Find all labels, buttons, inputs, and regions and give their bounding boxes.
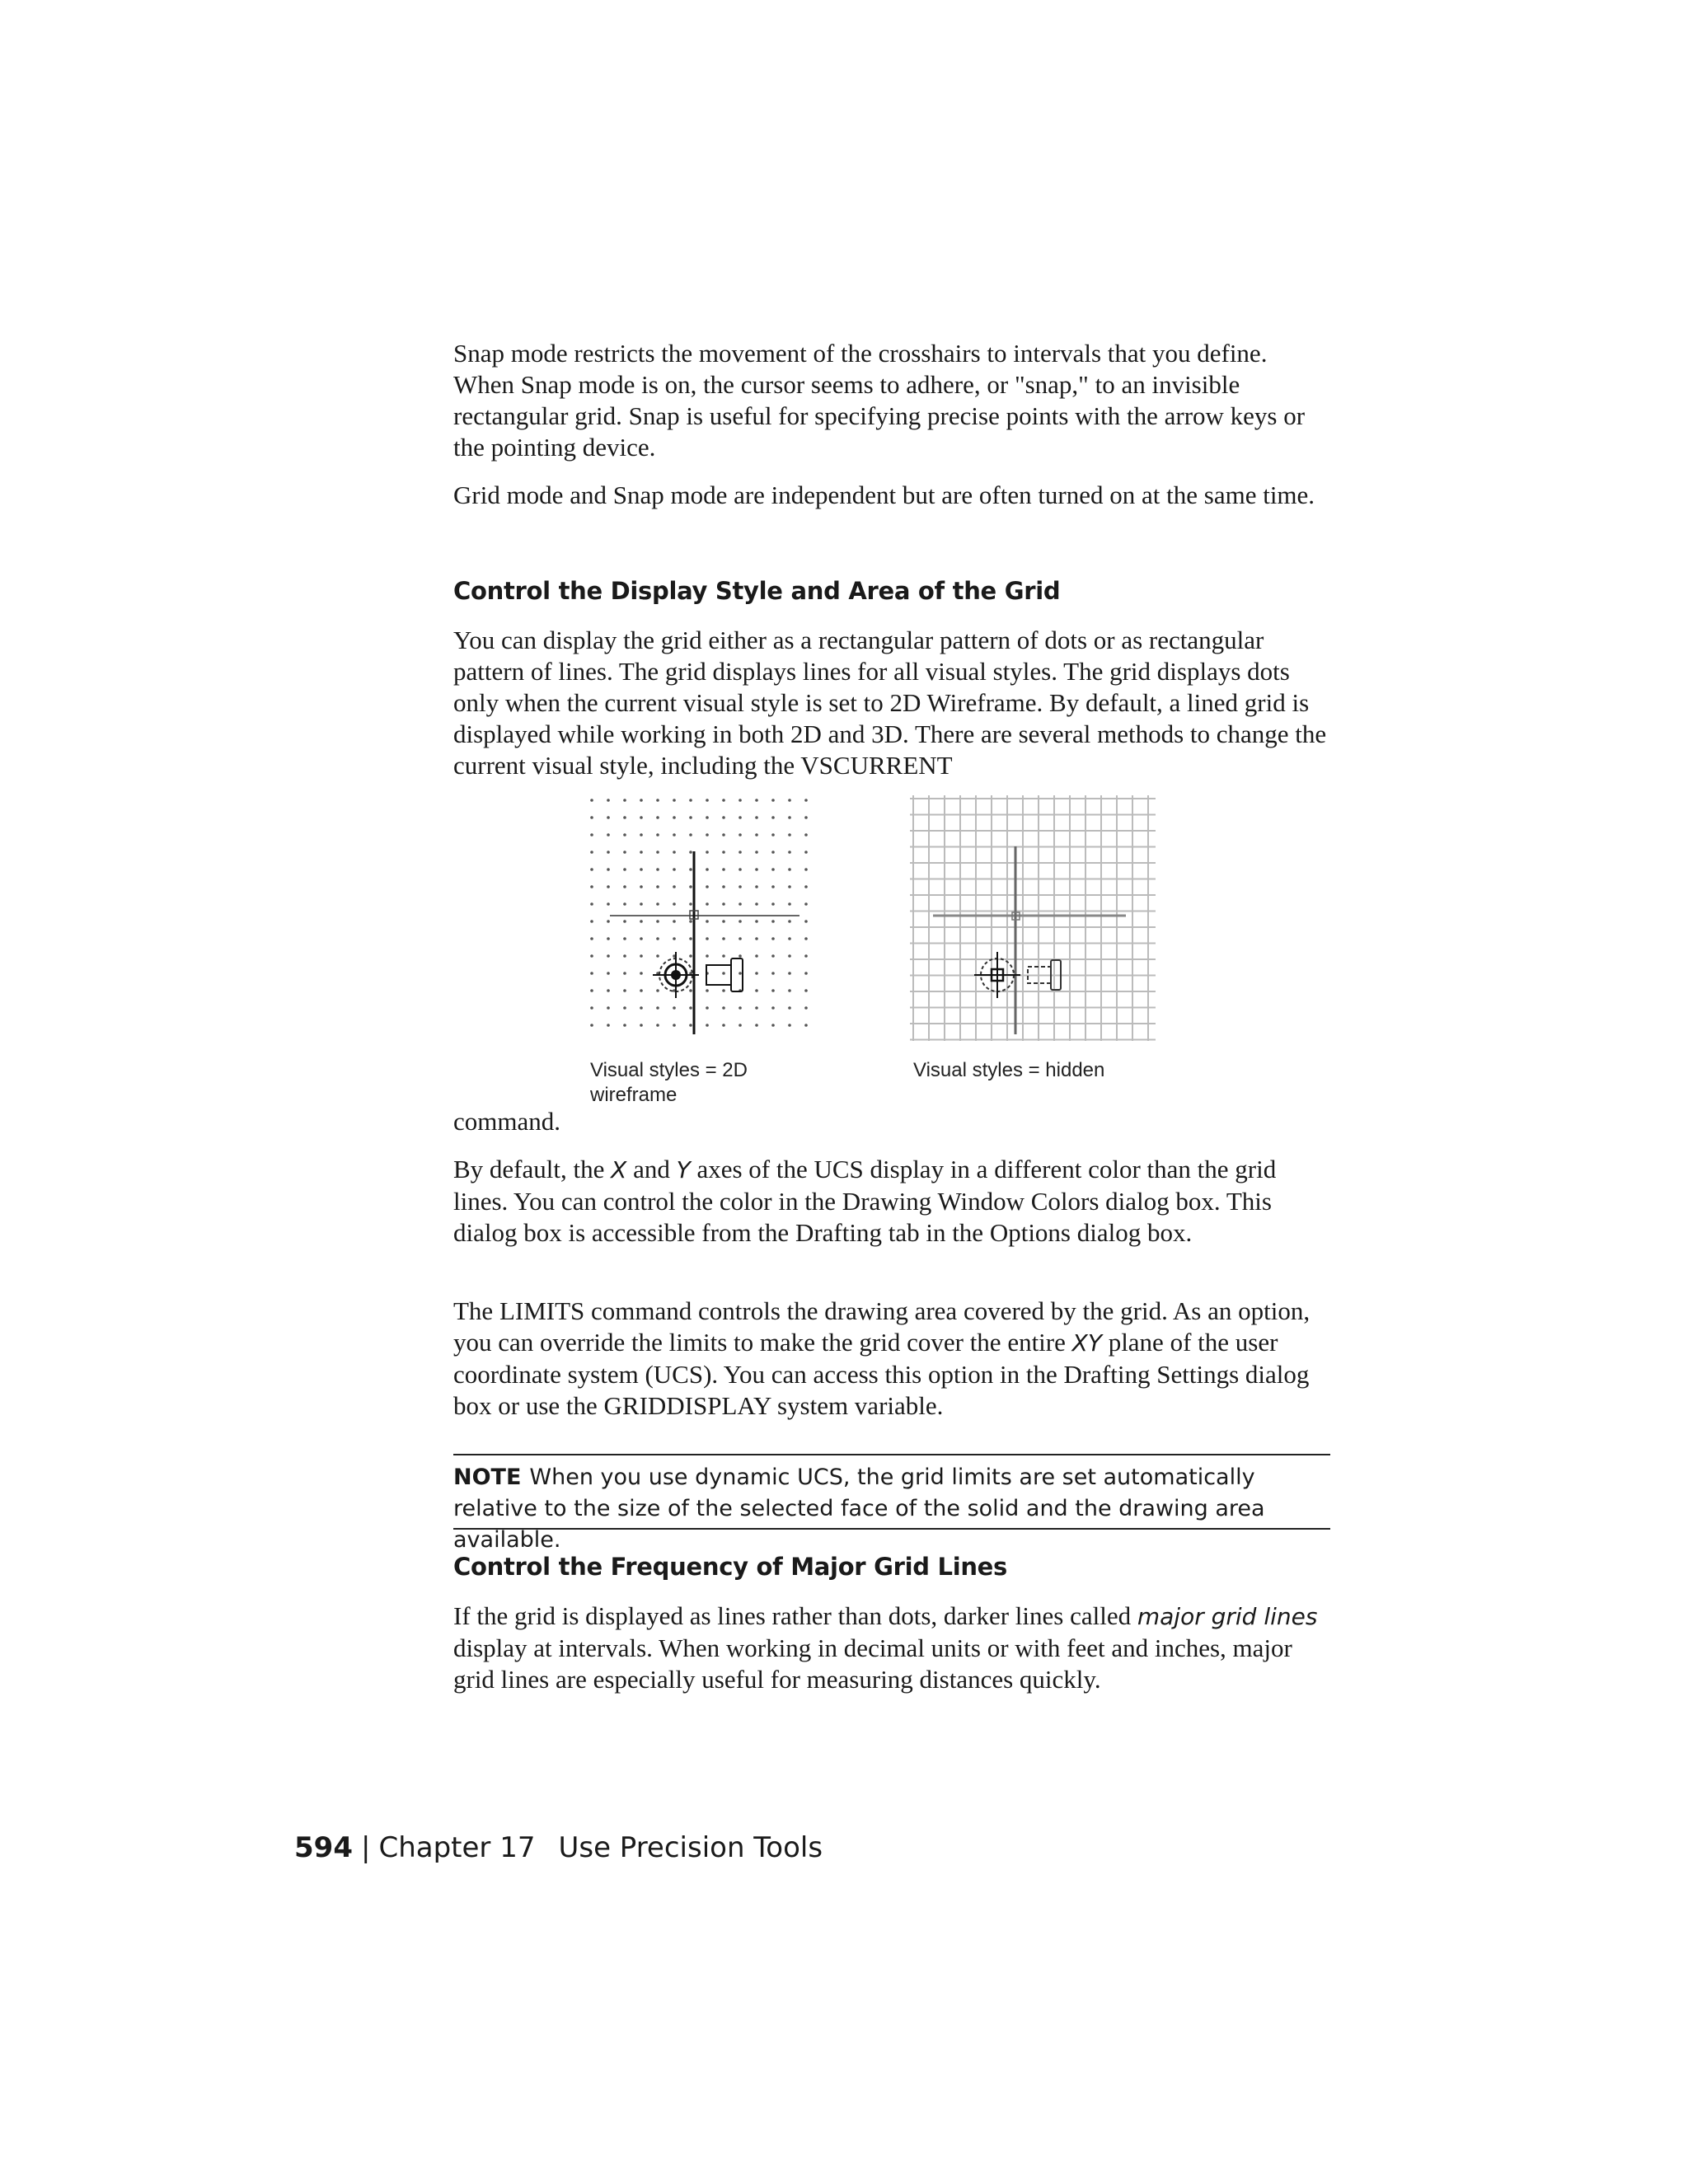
grid-dot [640, 937, 643, 940]
chapter-label: Chapter 17 [378, 1831, 536, 1864]
grid-dot [738, 1024, 742, 1027]
italic-term: major grid lines [1137, 1603, 1318, 1630]
grid-dot [722, 902, 725, 906]
caption-line: wireframe [590, 1084, 678, 1106]
grid-dot [788, 799, 791, 802]
grid-dot [607, 851, 610, 854]
grid-dot [804, 920, 808, 923]
grid-dot [755, 989, 758, 992]
grid-dot [706, 851, 709, 854]
grid-dot [738, 833, 742, 837]
text-run: display at intervals. When working in decimal units or with feet and inches, major grid lines are especially useful for measuring distances quickly. [453, 1633, 1292, 1694]
grid-dot [722, 954, 725, 958]
grid-dot [771, 920, 775, 923]
grid-dot [738, 885, 742, 888]
grid-dot [656, 1024, 659, 1027]
grid-dot [722, 989, 725, 992]
grid-dot [656, 954, 659, 958]
grid-dot [640, 1006, 643, 1010]
grid-dot [738, 937, 742, 940]
grid-dot [689, 954, 692, 958]
grid-dot [590, 799, 593, 802]
grid-dot [771, 954, 775, 958]
grid-dot [673, 937, 676, 940]
grid-dot [656, 868, 659, 871]
grid-dot [623, 902, 626, 906]
grid-dot [689, 868, 692, 871]
grid-dot [722, 972, 725, 975]
grid-dot [722, 1006, 725, 1010]
footer-separator: | [360, 1831, 371, 1864]
paragraph-grid-display: You can display the grid either as a rectangular pattern of dots or as rectangular pattern of lines. The grid displays lines for all visual styles. The grid displays dots only when the current visual style is set to 2D Wireframe. By default, a lined grid is displayed while working in both 2D and 3D. There are several methods to change the current visual style, including the VSCURRENT [453, 626, 1327, 780]
grid-dot [755, 799, 758, 802]
grid-dot [755, 954, 758, 958]
grid-dot [607, 954, 610, 958]
italic-xy: XY [1071, 1329, 1102, 1357]
grid-dot [607, 937, 610, 940]
grid-dot [640, 954, 643, 958]
grid-dot [722, 851, 725, 854]
grid-dot [623, 868, 626, 871]
grid-dot [689, 989, 692, 992]
grid-dot [788, 920, 791, 923]
note-box [453, 1454, 1330, 1553]
caption-hidden [913, 1058, 1104, 1083]
grid-dot [755, 816, 758, 819]
grid-dot [804, 989, 808, 992]
grid-dot [722, 937, 725, 940]
grid-dot [804, 937, 808, 940]
grid-dot [771, 1006, 775, 1010]
grid-dot [607, 902, 610, 906]
grid-dot [656, 885, 659, 888]
grid-dot [640, 851, 643, 854]
grid-dot [623, 1024, 626, 1027]
grid-dot [590, 989, 593, 992]
grid-dot [656, 937, 659, 940]
grid-dot [755, 885, 758, 888]
italic-x: X [611, 1156, 627, 1183]
grid-dot [771, 902, 775, 906]
grid-dot [689, 799, 692, 802]
grid-dot [771, 885, 775, 888]
grid-dot [738, 902, 742, 906]
grid-dot [738, 799, 742, 802]
body-column [453, 1154, 1330, 1249]
grid-dot [689, 885, 692, 888]
grid-dot [788, 868, 791, 871]
text-run: By default, the [453, 1155, 612, 1183]
paragraph-snap-mode: Snap mode restricts the movement of the crosshairs to intervals that you define. When Snap mode is on, the cursor seems to adhere, or "snap," to an invisible rectangular grid. Snap is useful for specifying precise points with the arrow keys or the pointing device. [453, 339, 1306, 462]
grid-dot [607, 989, 610, 992]
grid-dot [722, 885, 725, 888]
grid-dot [771, 937, 775, 940]
section-heading-display-style [453, 577, 1330, 605]
heading-display-style: Control the Display Style and Area of the Grid [453, 577, 1061, 605]
grid-dot [640, 989, 643, 992]
grid-dot [706, 799, 709, 802]
grid-dot [590, 1024, 593, 1027]
grid-dot [623, 833, 626, 837]
grid-dot [738, 851, 742, 854]
grid-dot [804, 816, 808, 819]
body-column [453, 625, 1330, 781]
grid-dot [607, 1024, 610, 1027]
grid-dot [623, 937, 626, 940]
grid-dot [673, 851, 676, 854]
body-column [453, 480, 1330, 511]
grid-dot [623, 972, 626, 975]
grid-dot [788, 1024, 791, 1027]
grid-dot [656, 989, 659, 992]
grid-dot [590, 972, 593, 975]
grid-dot [804, 799, 808, 802]
grid-dot [640, 833, 643, 837]
caption-2d-wireframe [590, 1058, 748, 1108]
grid-dot [804, 1024, 808, 1027]
grid-dot [738, 972, 742, 975]
italic-y: Y [676, 1156, 691, 1183]
grid-dot [755, 972, 758, 975]
grid-dot [804, 902, 808, 906]
grid-dot [623, 885, 626, 888]
grid-dot [755, 937, 758, 940]
grid-dot [623, 989, 626, 992]
grid-dot [590, 902, 593, 906]
grid-dot [590, 816, 593, 819]
caption-line: Visual styles = hidden [913, 1059, 1105, 1081]
grid-dot [673, 868, 676, 871]
grid-dot [804, 851, 808, 854]
grid-dot [607, 920, 610, 923]
grid-dot [689, 833, 692, 837]
grid-dot [623, 799, 626, 802]
grid-dot [788, 851, 791, 854]
section-heading-major-lines [453, 1553, 1330, 1581]
grid-dot [590, 937, 593, 940]
body-column [453, 1106, 1330, 1137]
grid-dot [607, 885, 610, 888]
page-footer [294, 1831, 823, 1864]
grid-dot [590, 851, 593, 854]
grid-dot [640, 920, 643, 923]
grid-dot [722, 799, 725, 802]
body-column [453, 1296, 1330, 1422]
grid-dot [755, 1024, 758, 1027]
paragraph-ucs-colors [453, 1154, 1330, 1249]
grid-dot [673, 920, 676, 923]
grid-dot [788, 833, 791, 837]
grid-dot [771, 868, 775, 871]
grid-dot [706, 902, 709, 906]
grid-dot [673, 885, 676, 888]
grid-dot [755, 920, 758, 923]
grid-dot [755, 851, 758, 854]
grid-dot [722, 1024, 725, 1027]
grid-dot [722, 833, 725, 837]
grid-dot [640, 902, 643, 906]
paragraph-command: command. [453, 1107, 560, 1136]
page-number: 594 [294, 1831, 353, 1864]
grid-dot [640, 972, 643, 975]
grid-dot [640, 868, 643, 871]
grid-dot [706, 989, 709, 992]
grid-dot [689, 816, 692, 819]
grid-dot [656, 816, 659, 819]
grid-dot [689, 1006, 692, 1010]
grid-dot [706, 937, 709, 940]
grid-dot [607, 816, 610, 819]
grid-dot [771, 816, 775, 819]
grid-dot [590, 868, 593, 871]
text-run: and [626, 1155, 677, 1183]
caption-line: Visual styles = 2D [590, 1059, 748, 1081]
text-run: The LIMITS command controls the drawing area covered by the grid. As an option, you can override the limits to make the grid cover the entire [453, 1296, 1311, 1357]
grid-dot [755, 902, 758, 906]
chapter-title: Use Precision Tools [558, 1831, 823, 1864]
grid-dot [656, 1006, 659, 1010]
grid-dot [590, 1006, 593, 1010]
grid-dot [689, 902, 692, 906]
grid-dot [771, 799, 775, 802]
grid-dot [706, 954, 709, 958]
grid-dot [640, 885, 643, 888]
grid-dot [722, 868, 725, 871]
grid-dot [755, 868, 758, 871]
grid-dot [689, 920, 692, 923]
grid-dot [640, 1024, 643, 1027]
grid-dot [673, 799, 676, 802]
heading-major-lines: Control the Frequency of Major Grid Lines [453, 1553, 1008, 1581]
grid-dot [804, 972, 808, 975]
grid-dot [788, 937, 791, 940]
grid-dot [788, 972, 791, 975]
grid-dot [771, 833, 775, 837]
grid-dot [623, 920, 626, 923]
grid-dot [590, 833, 593, 837]
grid-dot [623, 851, 626, 854]
grid-dot [656, 799, 659, 802]
grid-dot [788, 816, 791, 819]
figure-hidden-grid [910, 795, 1157, 1043]
grid-dot [590, 954, 593, 958]
grid-dot [656, 833, 659, 837]
grid-dot [656, 902, 659, 906]
grid-dot [706, 833, 709, 837]
grid-dot [673, 816, 676, 819]
grid-dot [706, 816, 709, 819]
grid-dot [689, 1024, 692, 1027]
grid-dot [738, 1006, 742, 1010]
grid-dot [804, 833, 808, 837]
body-column [453, 1601, 1330, 1695]
note-text: When you use dynamic UCS, the grid limits are set automatically relative to the size of the selected face of the solid and the drawing area available. [453, 1465, 1265, 1553]
grid-dot [590, 885, 593, 888]
grid-dot [673, 1006, 676, 1010]
figure-2d-wireframe [587, 795, 826, 1043]
grid-dot [673, 833, 676, 837]
grid-dot [607, 868, 610, 871]
text-run: If the grid is displayed as lines rather than dots, darker lines called [453, 1601, 1137, 1630]
paragraph-major-lines [453, 1601, 1330, 1695]
grid-dot [804, 1006, 808, 1010]
grid-dot [689, 851, 692, 854]
grid-dot [738, 954, 742, 958]
grid-dot [755, 833, 758, 837]
grid-dot [656, 920, 659, 923]
grid-dot [640, 799, 643, 802]
grid-dot [722, 920, 725, 923]
grid-dot [771, 851, 775, 854]
grid-dot [623, 954, 626, 958]
grid-dot [771, 989, 775, 992]
grid-dot [607, 833, 610, 837]
grid-dot [804, 954, 808, 958]
grid-dot [689, 937, 692, 940]
grid-dot [738, 920, 742, 923]
grid-dot [673, 1024, 676, 1027]
grid-dot [788, 954, 791, 958]
grid-dot [706, 1024, 709, 1027]
grid-dot [623, 816, 626, 819]
grid-dot [623, 1006, 626, 1010]
grid-dot [706, 920, 709, 923]
body-column [453, 338, 1330, 463]
text-run: axes of the UCS display in a different color than the grid lines. You can control the color in the Drawing Window Colors dialog box. This dialog box is accessible from the Drafting tab in the Options dialog box. [453, 1155, 1277, 1247]
grid-dot [706, 885, 709, 888]
grid-dot [788, 902, 791, 906]
grid-dot [771, 1024, 775, 1027]
grid-dot [607, 1006, 610, 1010]
grid-dot [673, 902, 676, 906]
grid-dot [607, 799, 610, 802]
note-label: NOTE [453, 1465, 522, 1490]
grid-dot [706, 1006, 709, 1010]
grid-dot [804, 885, 808, 888]
paragraph-limits [453, 1296, 1330, 1422]
grid-dot [788, 885, 791, 888]
grid-dot [640, 816, 643, 819]
grid-dot [656, 851, 659, 854]
grid-dot [788, 1006, 791, 1010]
grid-dot [590, 920, 593, 923]
grid-dot [788, 989, 791, 992]
grid-dot [738, 816, 742, 819]
grid-dot [738, 868, 742, 871]
grid-dot [722, 816, 725, 819]
grid-dot [804, 868, 808, 871]
grid-dot [755, 1006, 758, 1010]
grid-dot [607, 972, 610, 975]
paragraph-grid-snap: Grid mode and Snap mode are independent but are often turned on at the same time. [453, 480, 1315, 509]
grid-dot [771, 972, 775, 975]
grid-dot [706, 868, 709, 871]
text-run: plane of the user coordinate system (UCS). You can access this option in the Drafting Settings dialog box or use the GRIDDISPLAY system variable. [453, 1328, 1310, 1420]
